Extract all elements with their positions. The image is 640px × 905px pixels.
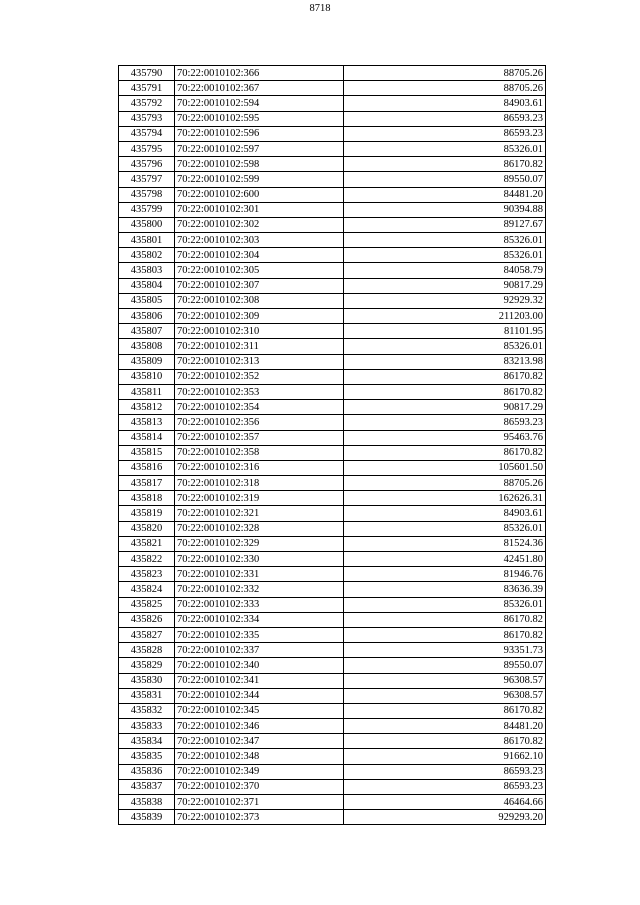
row-number-cell: 435815 <box>119 445 175 460</box>
cadastral-number-cell: 70:22:0010102:352 <box>175 369 344 384</box>
value-cell: 90817.29 <box>344 400 546 415</box>
value-cell: 86593.23 <box>344 111 546 126</box>
value-cell: 162626.31 <box>344 491 546 506</box>
row-number-cell: 435810 <box>119 369 175 384</box>
table-row <box>119 248 546 263</box>
table-row <box>119 445 546 460</box>
table-row <box>119 491 546 506</box>
cadastral-number-cell: 70:22:0010102:596 <box>175 126 344 141</box>
cadastral-number-cell: 70:22:0010102:307 <box>175 278 344 293</box>
row-number-cell: 435830 <box>119 673 175 688</box>
cadastral-number-cell: 70:22:0010102:334 <box>175 612 344 627</box>
value-cell: 81101.95 <box>344 324 546 339</box>
cadastral-value-table <box>118 65 546 825</box>
value-cell: 92929.32 <box>344 293 546 308</box>
cadastral-number-cell: 70:22:0010102:301 <box>175 202 344 217</box>
value-cell: 91662.10 <box>344 749 546 764</box>
row-number-cell: 435829 <box>119 658 175 673</box>
row-number-cell: 435825 <box>119 597 175 612</box>
value-cell: 86593.23 <box>344 126 546 141</box>
table-row <box>119 764 546 779</box>
table-row <box>119 460 546 475</box>
table-row <box>119 795 546 810</box>
value-cell: 90817.29 <box>344 278 546 293</box>
table-row <box>119 339 546 354</box>
cadastral-number-cell: 70:22:0010102:349 <box>175 764 344 779</box>
cadastral-number-cell: 70:22:0010102:347 <box>175 734 344 749</box>
cadastral-number-cell: 70:22:0010102:331 <box>175 567 344 582</box>
table-row <box>119 187 546 202</box>
value-cell: 86593.23 <box>344 415 546 430</box>
value-cell: 84481.20 <box>344 719 546 734</box>
value-cell: 84058.79 <box>344 263 546 278</box>
cadastral-number-cell: 70:22:0010102:371 <box>175 795 344 810</box>
value-cell: 86170.82 <box>344 369 546 384</box>
row-number-cell: 435823 <box>119 567 175 582</box>
cadastral-number-cell: 70:22:0010102:598 <box>175 157 344 172</box>
cadastral-number-cell: 70:22:0010102:309 <box>175 309 344 324</box>
table-row <box>119 582 546 597</box>
value-cell: 86170.82 <box>344 157 546 172</box>
table-row <box>119 233 546 248</box>
table-row <box>119 779 546 794</box>
row-number-cell: 435834 <box>119 734 175 749</box>
value-cell: 96308.57 <box>344 673 546 688</box>
value-cell: 211203.00 <box>344 309 546 324</box>
cadastral-number-cell: 70:22:0010102:302 <box>175 217 344 232</box>
cadastral-number-cell: 70:22:0010102:348 <box>175 749 344 764</box>
cadastral-number-cell: 70:22:0010102:311 <box>175 339 344 354</box>
table-row <box>119 658 546 673</box>
row-number-cell: 435817 <box>119 476 175 491</box>
value-cell: 85326.01 <box>344 248 546 263</box>
cadastral-number-cell: 70:22:0010102:304 <box>175 248 344 263</box>
table-row <box>119 263 546 278</box>
value-cell: 85326.01 <box>344 339 546 354</box>
table-row <box>119 369 546 384</box>
table-row <box>119 552 546 567</box>
value-cell: 95463.76 <box>344 430 546 445</box>
row-number-cell: 435798 <box>119 187 175 202</box>
value-cell: 86593.23 <box>344 779 546 794</box>
value-cell: 85326.01 <box>344 233 546 248</box>
value-cell: 86170.82 <box>344 612 546 627</box>
value-cell: 86170.82 <box>344 445 546 460</box>
value-cell: 86170.82 <box>344 703 546 718</box>
row-number-cell: 435835 <box>119 749 175 764</box>
row-number-cell: 435822 <box>119 552 175 567</box>
cadastral-number-cell: 70:22:0010102:313 <box>175 354 344 369</box>
cadastral-number-cell: 70:22:0010102:599 <box>175 172 344 187</box>
value-cell: 105601.50 <box>344 460 546 475</box>
row-number-cell: 435821 <box>119 536 175 551</box>
cadastral-number-cell: 70:22:0010102:318 <box>175 476 344 491</box>
row-number-cell: 435839 <box>119 810 175 825</box>
row-number-cell: 435832 <box>119 703 175 718</box>
cadastral-number-cell: 70:22:0010102:308 <box>175 293 344 308</box>
row-number-cell: 435799 <box>119 202 175 217</box>
row-number-cell: 435807 <box>119 324 175 339</box>
table-row <box>119 749 546 764</box>
table-row <box>119 172 546 187</box>
value-cell: 46464.66 <box>344 795 546 810</box>
value-cell: 84903.61 <box>344 96 546 111</box>
row-number-cell: 435827 <box>119 627 175 642</box>
value-cell: 85326.01 <box>344 141 546 156</box>
row-number-cell: 435792 <box>119 96 175 111</box>
page-number: 8718 <box>309 3 331 14</box>
cadastral-number-cell: 70:22:0010102:329 <box>175 536 344 551</box>
table-row <box>119 400 546 415</box>
table-row <box>119 96 546 111</box>
cadastral-number-cell: 70:22:0010102:594 <box>175 96 344 111</box>
value-cell: 83636.39 <box>344 582 546 597</box>
table-row <box>119 506 546 521</box>
row-number-cell: 435806 <box>119 309 175 324</box>
row-number-cell: 435812 <box>119 400 175 415</box>
cadastral-number-cell: 70:22:0010102:344 <box>175 688 344 703</box>
row-number-cell: 435813 <box>119 415 175 430</box>
row-number-cell: 435811 <box>119 384 175 399</box>
table-row <box>119 719 546 734</box>
table-row <box>119 81 546 96</box>
table-row <box>119 734 546 749</box>
row-number-cell: 435819 <box>119 506 175 521</box>
row-number-cell: 435809 <box>119 354 175 369</box>
table-body <box>119 66 546 825</box>
cadastral-number-cell: 70:22:0010102:353 <box>175 384 344 399</box>
cadastral-number-cell: 70:22:0010102:597 <box>175 141 344 156</box>
row-number-cell: 435837 <box>119 779 175 794</box>
cadastral-number-cell: 70:22:0010102:367 <box>175 81 344 96</box>
cadastral-number-cell: 70:22:0010102:357 <box>175 430 344 445</box>
value-cell: 83213.98 <box>344 354 546 369</box>
table-row <box>119 66 546 81</box>
value-cell: 89550.07 <box>344 172 546 187</box>
table-row <box>119 688 546 703</box>
cadastral-number-cell: 70:22:0010102:354 <box>175 400 344 415</box>
row-number-cell: 435804 <box>119 278 175 293</box>
row-number-cell: 435820 <box>119 521 175 536</box>
row-number-cell: 435818 <box>119 491 175 506</box>
cadastral-number-cell: 70:22:0010102:303 <box>175 233 344 248</box>
cadastral-number-cell: 70:22:0010102:328 <box>175 521 344 536</box>
row-number-cell: 435831 <box>119 688 175 703</box>
cadastral-number-cell: 70:22:0010102:366 <box>175 66 344 81</box>
cadastral-number-cell: 70:22:0010102:330 <box>175 552 344 567</box>
table-row <box>119 567 546 582</box>
row-number-cell: 435826 <box>119 612 175 627</box>
row-number-cell: 435814 <box>119 430 175 445</box>
row-number-cell: 435833 <box>119 719 175 734</box>
cadastral-number-cell: 70:22:0010102:345 <box>175 703 344 718</box>
row-number-cell: 435816 <box>119 460 175 475</box>
cadastral-number-cell: 70:22:0010102:310 <box>175 324 344 339</box>
row-number-cell: 435796 <box>119 157 175 172</box>
table-row <box>119 627 546 642</box>
row-number-cell: 435797 <box>119 172 175 187</box>
value-cell: 929293.20 <box>344 810 546 825</box>
value-cell: 85326.01 <box>344 597 546 612</box>
value-cell: 84481.20 <box>344 187 546 202</box>
cadastral-number-cell: 70:22:0010102:305 <box>175 263 344 278</box>
row-number-cell: 435790 <box>119 66 175 81</box>
table-row <box>119 643 546 658</box>
table-row <box>119 309 546 324</box>
value-cell: 81946.76 <box>344 567 546 582</box>
row-number-cell: 435824 <box>119 582 175 597</box>
value-cell: 88705.26 <box>344 476 546 491</box>
table-row <box>119 157 546 172</box>
table-row <box>119 384 546 399</box>
cadastral-number-cell: 70:22:0010102:356 <box>175 415 344 430</box>
row-number-cell: 435794 <box>119 126 175 141</box>
row-number-cell: 435793 <box>119 111 175 126</box>
row-number-cell: 435828 <box>119 643 175 658</box>
row-number-cell: 435805 <box>119 293 175 308</box>
table-row <box>119 278 546 293</box>
table-row <box>119 111 546 126</box>
table-row <box>119 217 546 232</box>
value-cell: 86170.82 <box>344 627 546 642</box>
table-row <box>119 703 546 718</box>
value-cell: 84903.61 <box>344 506 546 521</box>
row-number-cell: 435791 <box>119 81 175 96</box>
table-row <box>119 126 546 141</box>
value-cell: 96308.57 <box>344 688 546 703</box>
row-number-cell: 435836 <box>119 764 175 779</box>
cadastral-number-cell: 70:22:0010102:346 <box>175 719 344 734</box>
cadastral-number-cell: 70:22:0010102:340 <box>175 658 344 673</box>
cadastral-number-cell: 70:22:0010102:332 <box>175 582 344 597</box>
cadastral-number-cell: 70:22:0010102:337 <box>175 643 344 658</box>
cadastral-number-cell: 70:22:0010102:373 <box>175 810 344 825</box>
value-cell: 86170.82 <box>344 734 546 749</box>
table-row <box>119 324 546 339</box>
value-cell: 89127.67 <box>344 217 546 232</box>
value-cell: 88705.26 <box>344 81 546 96</box>
cadastral-number-cell: 70:22:0010102:358 <box>175 445 344 460</box>
table-row <box>119 810 546 825</box>
cadastral-number-cell: 70:22:0010102:341 <box>175 673 344 688</box>
row-number-cell: 435838 <box>119 795 175 810</box>
row-number-cell: 435800 <box>119 217 175 232</box>
table-row <box>119 521 546 536</box>
value-cell: 42451.80 <box>344 552 546 567</box>
table-row <box>119 476 546 491</box>
row-number-cell: 435801 <box>119 233 175 248</box>
table-row <box>119 597 546 612</box>
value-cell: 86170.82 <box>344 384 546 399</box>
row-number-cell: 435808 <box>119 339 175 354</box>
value-cell: 93351.73 <box>344 643 546 658</box>
value-cell: 81524.36 <box>344 536 546 551</box>
value-cell: 85326.01 <box>344 521 546 536</box>
table-row <box>119 536 546 551</box>
value-cell: 89550.07 <box>344 658 546 673</box>
cadastral-number-cell: 70:22:0010102:370 <box>175 779 344 794</box>
cadastral-number-cell: 70:22:0010102:321 <box>175 506 344 521</box>
cadastral-number-cell: 70:22:0010102:316 <box>175 460 344 475</box>
row-number-cell: 435802 <box>119 248 175 263</box>
value-cell: 90394.88 <box>344 202 546 217</box>
row-number-cell: 435795 <box>119 141 175 156</box>
value-cell: 86593.23 <box>344 764 546 779</box>
cadastral-number-cell: 70:22:0010102:319 <box>175 491 344 506</box>
table-row <box>119 612 546 627</box>
table-row <box>119 430 546 445</box>
table-row <box>119 673 546 688</box>
cadastral-number-cell: 70:22:0010102:600 <box>175 187 344 202</box>
table-row <box>119 141 546 156</box>
table-row <box>119 202 546 217</box>
table-row <box>119 415 546 430</box>
cadastral-number-cell: 70:22:0010102:595 <box>175 111 344 126</box>
cadastral-number-cell: 70:22:0010102:333 <box>175 597 344 612</box>
table-row <box>119 354 546 369</box>
row-number-cell: 435803 <box>119 263 175 278</box>
value-cell: 88705.26 <box>344 66 546 81</box>
table-row <box>119 293 546 308</box>
cadastral-number-cell: 70:22:0010102:335 <box>175 627 344 642</box>
